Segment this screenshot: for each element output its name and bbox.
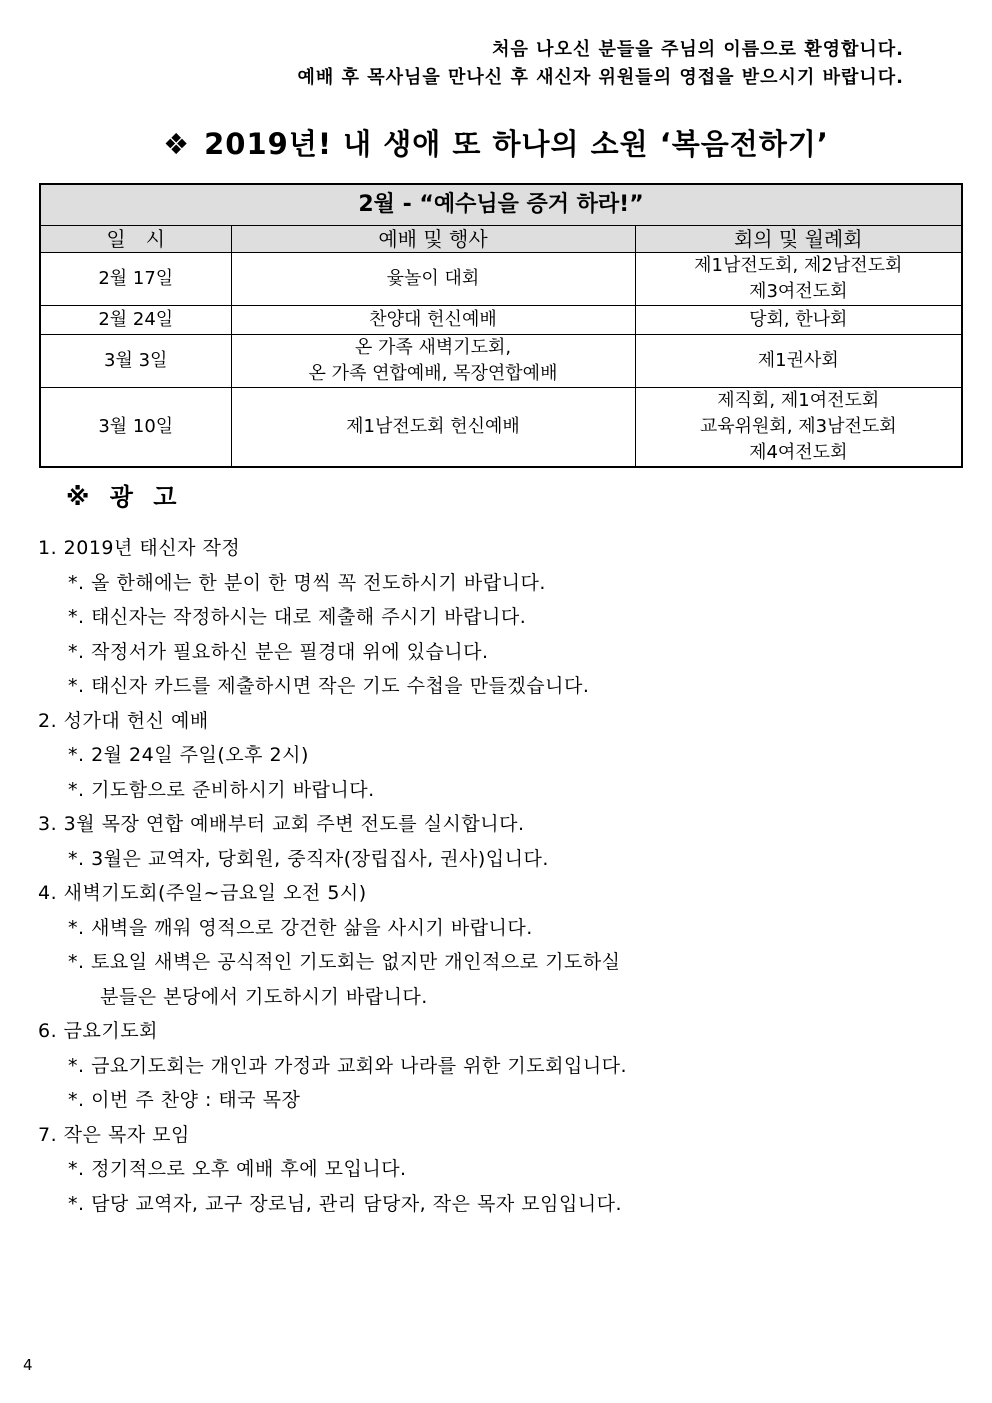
title-text: 2019년! 내 생애 또 하나의 소원 ‘복음전하기’: [204, 127, 829, 161]
page-title: [0, 122, 992, 163]
announcement-list: [38, 531, 938, 1221]
welcome-message: [298, 36, 905, 92]
announcement-sub-item: *. 담당 교역자, 교구 장로님, 관리 담당자, 작은 목자 모임입니다.: [68, 1192, 623, 1215]
announcement-sub-item: 분들은 본당에서 기도하시기 바랍니다.: [100, 985, 428, 1008]
announcement-item-title: 7. 작은 목자 모임: [38, 1123, 190, 1146]
announcement-sub-item: *. 3월은 교역자, 당회원, 중직자(장립집사, 권사)입니다.: [68, 847, 549, 870]
table-row: [40, 253, 962, 306]
event-cell: [231, 253, 635, 306]
event-line: 제1남전도회 헌신예배: [346, 416, 520, 437]
announcement-sub-item: *. 새벽을 깨워 영적으로 강건한 삶을 사시기 바랍니다.: [68, 916, 533, 939]
announcement-sub-item: *. 이번 주 찬양 : 태국 목장: [68, 1089, 301, 1111]
meeting-cell: [635, 388, 962, 468]
diamond-icon: ❖: [163, 127, 191, 161]
announcement-item-title: 2. 성가대 헌신 예배: [38, 709, 209, 732]
announcement-sub-item: *. 금요기도회는 개인과 가정과 교회와 나라를 위한 기도회입니다.: [68, 1054, 628, 1077]
announcement-sub-item: *. 올 한해에는 한 분이 한 명씩 꼭 전도하시기 바랍니다.: [68, 571, 546, 594]
event-cell: [231, 388, 635, 468]
page-number: 4: [23, 1356, 33, 1374]
announcement-sub-item: *. 태신자는 작정하시는 대로 제출해 주시기 바랍니다.: [68, 606, 527, 628]
announcement-sub-item: *. 기도함으로 준비하시기 바랍니다.: [68, 778, 375, 801]
meeting-line: 제직회, 제1여전도회: [717, 390, 880, 411]
announcement-sub-item: *. 태신자 카드를 제출하시면 작은 기도 수첩을 만들겠습니다.: [68, 675, 590, 697]
meeting-line: 제1남전도회, 제2남전도회: [694, 255, 903, 276]
meeting-line: 교육위원회, 제3남전도회: [699, 416, 897, 437]
header-meeting: 회의 및 월례회: [635, 226, 962, 253]
table-row: [40, 335, 962, 388]
announcement-item-title: 4. 새벽기도회(주일~금요일 오전 5시): [38, 882, 367, 904]
meeting-cell: [635, 253, 962, 306]
event-line: 온 가족 연합예배, 목장연합예배: [308, 363, 558, 384]
announcement-item-title: 6. 금요기도회: [38, 1020, 158, 1042]
date-cell: 2월 24일: [40, 306, 231, 335]
date-cell: 2월 17일: [40, 253, 231, 306]
event-line: 찬양대 헌신예배: [369, 309, 497, 330]
date-cell: 3월 10일: [40, 388, 231, 468]
meeting-line: 제4여전도회: [749, 442, 848, 463]
welcome-line-1: 처음 나오신 분들을 주님의 이름으로 환영합니다.: [492, 39, 904, 60]
welcome-line-2: 예배 후 목사님을 만나신 후 새신자 위원들의 영접을 받으시기 바랍니다.: [297, 67, 904, 88]
schedule-caption: 2월 - “예수님을 증거 하라!”: [40, 184, 962, 226]
table-row: [40, 306, 962, 335]
header-event: 예배 및 행사: [231, 226, 635, 253]
announcement-sub-item: *. 정기적으로 오후 예배 후에 모입니다.: [68, 1158, 407, 1180]
announcement-sub-item: *. 2월 24일 주일(오후 2시): [68, 744, 309, 766]
meeting-cell: [635, 335, 962, 388]
meeting-line: 제3여전도회: [749, 281, 848, 302]
event-line: 온 가족 새벽기도회,: [354, 337, 512, 358]
header-date: 일 시: [40, 226, 231, 253]
announcement-item-title: 3. 3월 목장 연합 예배부터 교회 주변 전도를 실시합니다.: [38, 813, 525, 835]
meeting-cell: [635, 306, 962, 335]
announcement-sub-item: *. 토요일 새벽은 공식적인 기도회는 없지만 개인적으로 기도하실: [68, 951, 621, 973]
announcement-item-title: 1. 2019년 태신자 작정: [38, 537, 241, 559]
meeting-line: 제1권사회: [757, 350, 839, 371]
event-cell: [231, 335, 635, 388]
event-line: 윷놀이 대회: [386, 268, 480, 289]
announcement-sub-item: *. 작정서가 필요하신 분은 필경대 위에 있습니다.: [68, 640, 489, 663]
meeting-line: 당회, 한나회: [749, 309, 848, 330]
announcements-heading: ※ 광 고: [66, 483, 183, 511]
table-row: [40, 388, 962, 468]
event-cell: [231, 306, 635, 335]
schedule-table: [39, 183, 963, 468]
date-cell: 3월 3일: [40, 335, 231, 388]
